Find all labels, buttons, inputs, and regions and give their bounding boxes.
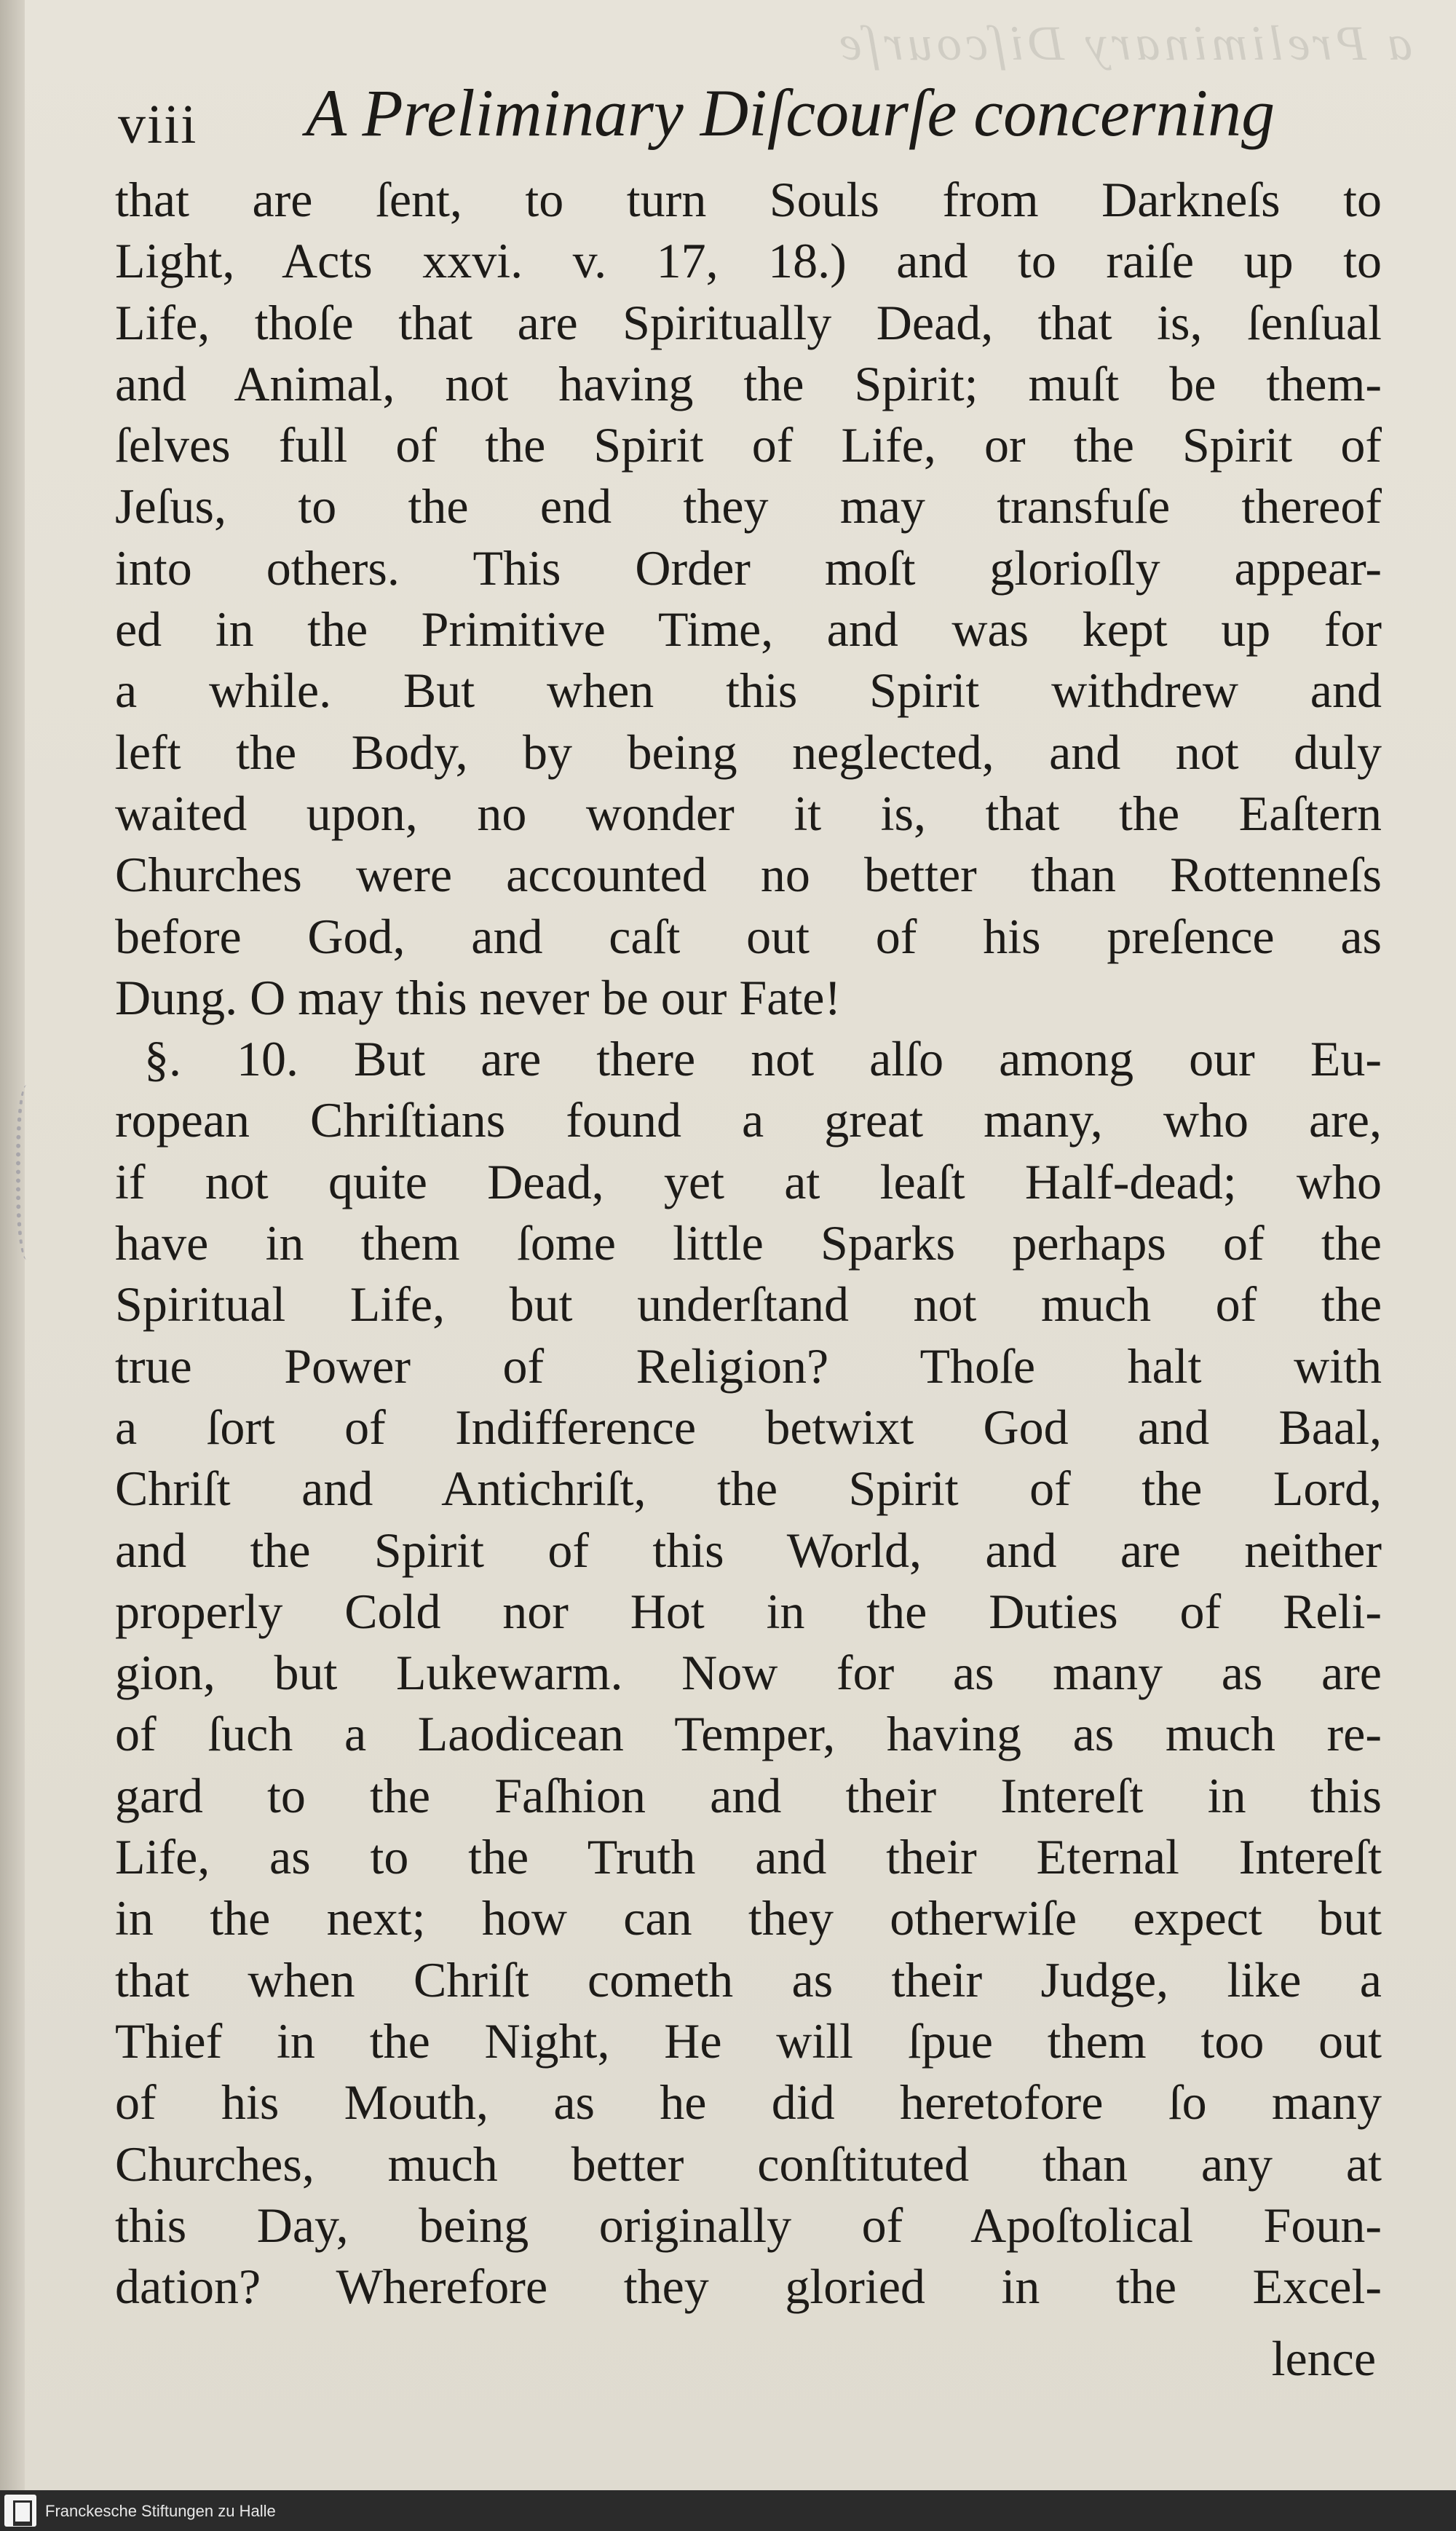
- institution-label[interactable]: Franckesche Stiftungen zu Halle: [45, 2502, 276, 2520]
- text-line: true Power of Religion? Thoſe halt with: [115, 1338, 1382, 1394]
- margin-mark: [16, 1085, 42, 1260]
- viewer-footer: [0, 2490, 1456, 2531]
- running-title: A Preliminary Diſcourſe concerning: [306, 76, 1275, 150]
- text-line: Chriſt and Antichriſt, the Spirit of the Lord,: [115, 1461, 1382, 1517]
- text-line: if not quite Dead, yet at leaſt Half-dead; who: [115, 1153, 1382, 1209]
- text-line: in the next; how can they otherwiſe expect but: [115, 1890, 1382, 1946]
- text-line: ropean Chriſtians found a great many, who are,: [115, 1092, 1382, 1148]
- text-line: a while. But when this Spirit withdrew and: [115, 663, 1382, 719]
- bleed-through-text: a Preliminary Diſcourſe: [835, 15, 1412, 71]
- text-line: Life, thoſe that are Spiritually Dead, that is, ſenſual: [115, 294, 1382, 350]
- text-line: Jeſus, to the end they may transfuſe thereof: [115, 478, 1382, 534]
- text-line: ed in the Primitive Time, and was kept up for: [115, 601, 1382, 658]
- catchword: lence: [1271, 2331, 1376, 2386]
- text-line: Churches were accounted no better than Rottenneſs: [115, 847, 1382, 903]
- text-line: that when Chriſt cometh as their Judge, like a: [115, 1951, 1382, 2007]
- text-line: properly Cold nor Hot in the Duties of Reli-: [115, 1583, 1382, 1639]
- text-line: Thief in the Night, He will ſpue them too out: [115, 2013, 1382, 2069]
- text-line: before God, and caſt out of his preſence as: [115, 908, 1382, 964]
- text-line: and the Spirit of this World, and are neither: [115, 1522, 1382, 1578]
- text-line: of ſuch a Laodicean Temper, having as much re-: [115, 1706, 1382, 1762]
- text-line: a ſort of Indifference betwixt God and Baal,: [115, 1399, 1382, 1455]
- text-line: gard to the Faſhion and their Intereſt in this: [115, 1767, 1382, 1823]
- text-line: and Animal, not having the Spirit; muſt be them-: [115, 355, 1382, 411]
- text-line: Dung. O may this never be our Fate!: [115, 969, 842, 1025]
- text-line: into others. This Order moſt glorioſly appear-: [115, 540, 1382, 596]
- section-start-line: §. 10. But are there not alſo among our Eu-: [144, 1031, 1382, 1087]
- text-line: Life, as to the Truth and their Eternal Intereſt: [115, 1829, 1382, 1885]
- text-line: ſelves full of the Spirit of Life, or the Spirit of: [115, 417, 1382, 473]
- institution-logo-icon: [4, 2495, 36, 2527]
- text-line: have in them ſome little Sparks perhaps of the: [115, 1215, 1382, 1271]
- text-line: this Day, being originally of Apoſtolical Foun-: [115, 2197, 1382, 2253]
- text-line: of his Mouth, as he did heretofore ſo many: [115, 2074, 1382, 2131]
- text-line: gion, but Lukewarm. Now for as many as are: [115, 1645, 1382, 1701]
- text-line: Churches, much better conſtituted than any at: [115, 2136, 1382, 2192]
- body-text: [115, 169, 1382, 2317]
- text-line: Light, Acts xxvi. v. 17, 18.) and to raiſe up to: [115, 233, 1382, 289]
- text-line: waited upon, no wonder it is, that the Eaſtern: [115, 785, 1382, 841]
- text-line: dation? Wherefore they gloried in the Excel-: [115, 2259, 1382, 2315]
- text-line: left the Body, by being neglected, and not duly: [115, 724, 1382, 780]
- folio-number: viii: [118, 94, 198, 155]
- text-line: that are ſent, to turn Souls from Darkneſs to: [115, 172, 1382, 227]
- text-line: Spiritual Life, but underſtand not much of the: [115, 1276, 1382, 1332]
- page-header: [109, 66, 1361, 167]
